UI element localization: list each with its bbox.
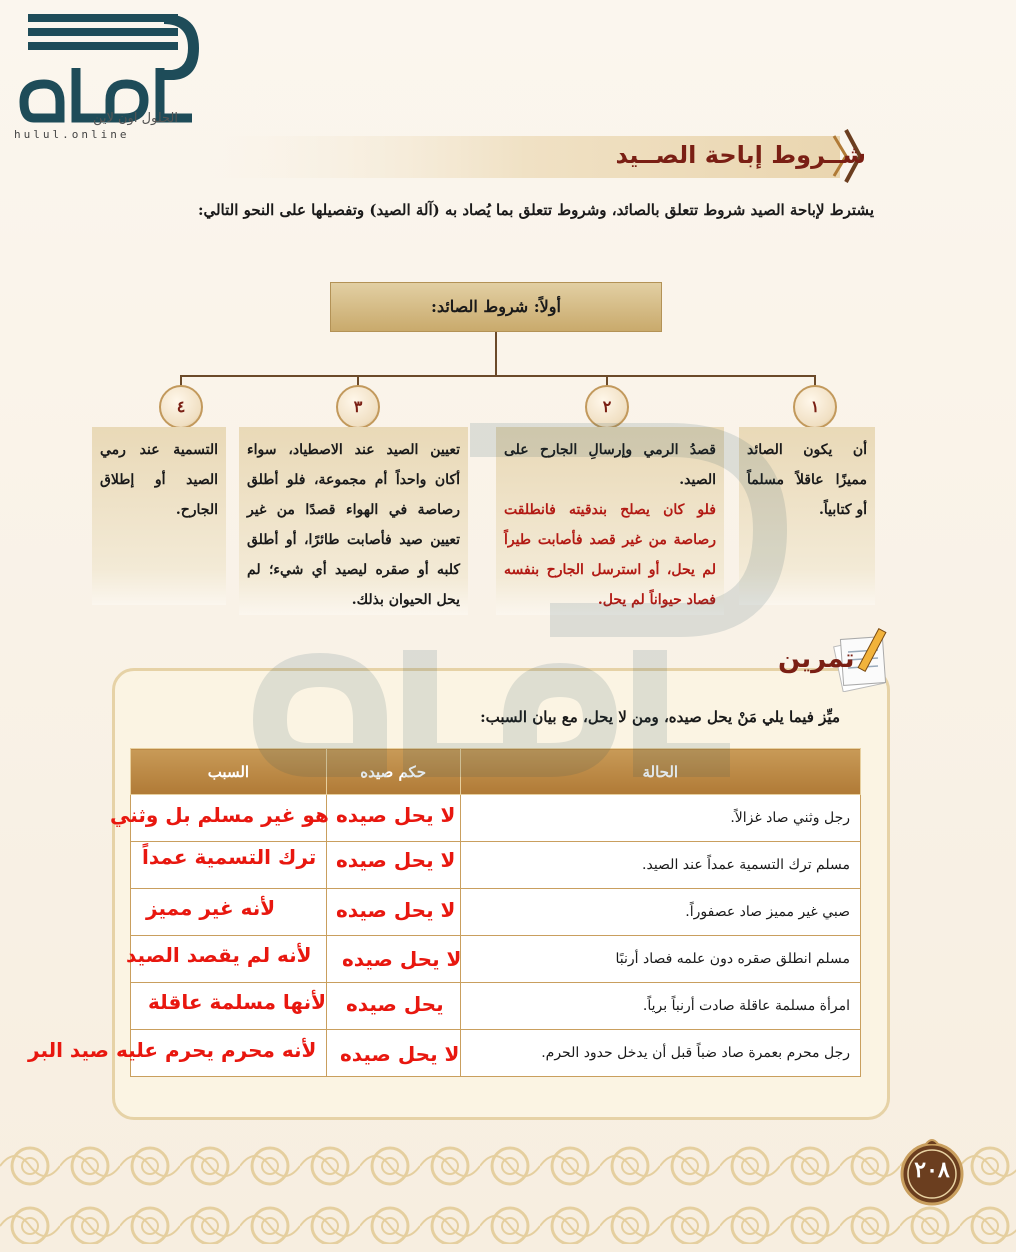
header-reason: السبب xyxy=(131,749,327,795)
answer-ruling-2: لا يحل صيده xyxy=(336,848,456,872)
footer-ornament xyxy=(0,1136,1016,1252)
case-cell: رجل وثني صاد غزالاً. xyxy=(460,795,860,842)
answer-ruling-4: لا يحل صيده xyxy=(342,947,462,971)
condition-box-2 xyxy=(496,427,724,615)
answer-ruling-6: لا يحل صيده xyxy=(340,1042,460,1066)
intro-paragraph: يشترط لإباحة الصيد شروط تتعلق بالصائد، وشروط تتعلق بما يُصاد به (آلة الصيد) وتفصيلها على النحو التالي: xyxy=(197,201,874,219)
condition-box-3 xyxy=(239,427,468,615)
case-cell: صبي غير مميز صاد عصفوراً. xyxy=(460,889,860,936)
tree-trunk xyxy=(495,332,497,376)
condition-number-3: ٣ xyxy=(336,385,380,429)
case-cell: مسلم انطلق صقره دون علمه فصاد أرنبًا xyxy=(460,936,860,983)
answer-ruling-5: يحل صيده xyxy=(346,992,444,1016)
answer-ruling-1: لا يحل صيده xyxy=(336,803,456,827)
answer-reason-5: لأنها مسلمة عاقلة xyxy=(148,990,327,1014)
table-header-row xyxy=(131,749,861,795)
answer-reason-4: لأنه لم يقصد الصيد xyxy=(126,943,312,967)
condition-text-2: قصدُ الرمي وإرسالِ الجارح على الصيد. xyxy=(504,442,716,488)
condition-text-1: أن يكون الصائد مميزًا عاقلاً مسلماً أو كتابياً. xyxy=(747,442,867,518)
answer-reason-1: هو غير مسلم بل وثني xyxy=(110,803,329,827)
condition-box-4 xyxy=(92,427,226,605)
exercise-prompt: ميِّز فيما يلي مَنْ يحل صيده، ومن لا يحل، مع بيان السبب: xyxy=(480,708,840,726)
logo-arabic-text: الحلول اون لاين xyxy=(92,111,178,126)
answer-reason-6: لأنه محرم يحرم عليه صيد البر xyxy=(28,1038,317,1062)
answer-reason-2: ترك التسمية عمداً xyxy=(142,845,317,869)
section-title: شــروط إباحة الصــيد xyxy=(615,141,866,169)
answer-reason-3: لأنه غير مميز xyxy=(146,896,276,920)
tree-branch xyxy=(180,375,816,377)
condition-text-4: التسمية عند رمي الصيد أو إطلاق الجارح. xyxy=(100,442,218,518)
condition-number-1: ١ xyxy=(793,385,837,429)
logo-latin-text: hulul.online xyxy=(14,128,130,141)
header-case: الحالة xyxy=(460,749,860,795)
condition-number-2: ٢ xyxy=(585,385,629,429)
condition-text-3: تعيين الصيد عند الاصطياد، سواء أكان واحداً أم مجموعة، فلو أطلق رصاصة في الهواء قصدًا من غير تعيين صيد فأصابت طائرًا، أو أطلق كلبه أو صقره ليصيد أي شيء؛ لم يحل الحيوان بذلك. xyxy=(247,442,460,608)
conditions-header: أولاً: شروط الصائد: xyxy=(330,282,662,332)
page-number: ٢٠٨ xyxy=(914,1157,950,1183)
case-cell: رجل محرم بعمرة صاد ضباً قبل أن يدخل حدود الحرم. xyxy=(460,1030,860,1077)
header-ruling: حكم صيده xyxy=(326,749,460,795)
hulul-logo xyxy=(14,8,204,148)
case-cell: امرأة مسلمة عاقلة صادت أرنباً برياً. xyxy=(460,983,860,1030)
condition-example-2: فلو كان يصلح بندقيته فانطلقت رصاصة من غير قصد فأصابت طيراً لم يحل، أو استرسل الجارح بنفسه فصاد حيواناً لم يحل. xyxy=(504,502,716,608)
condition-box-1 xyxy=(739,427,875,605)
condition-number-4: ٤ xyxy=(159,385,203,429)
case-cell: مسلم ترك التسمية عمداً عند الصيد. xyxy=(460,842,860,889)
answer-ruling-3: لا يحل صيده xyxy=(336,898,456,922)
exercise-title: تمرين xyxy=(778,644,855,674)
